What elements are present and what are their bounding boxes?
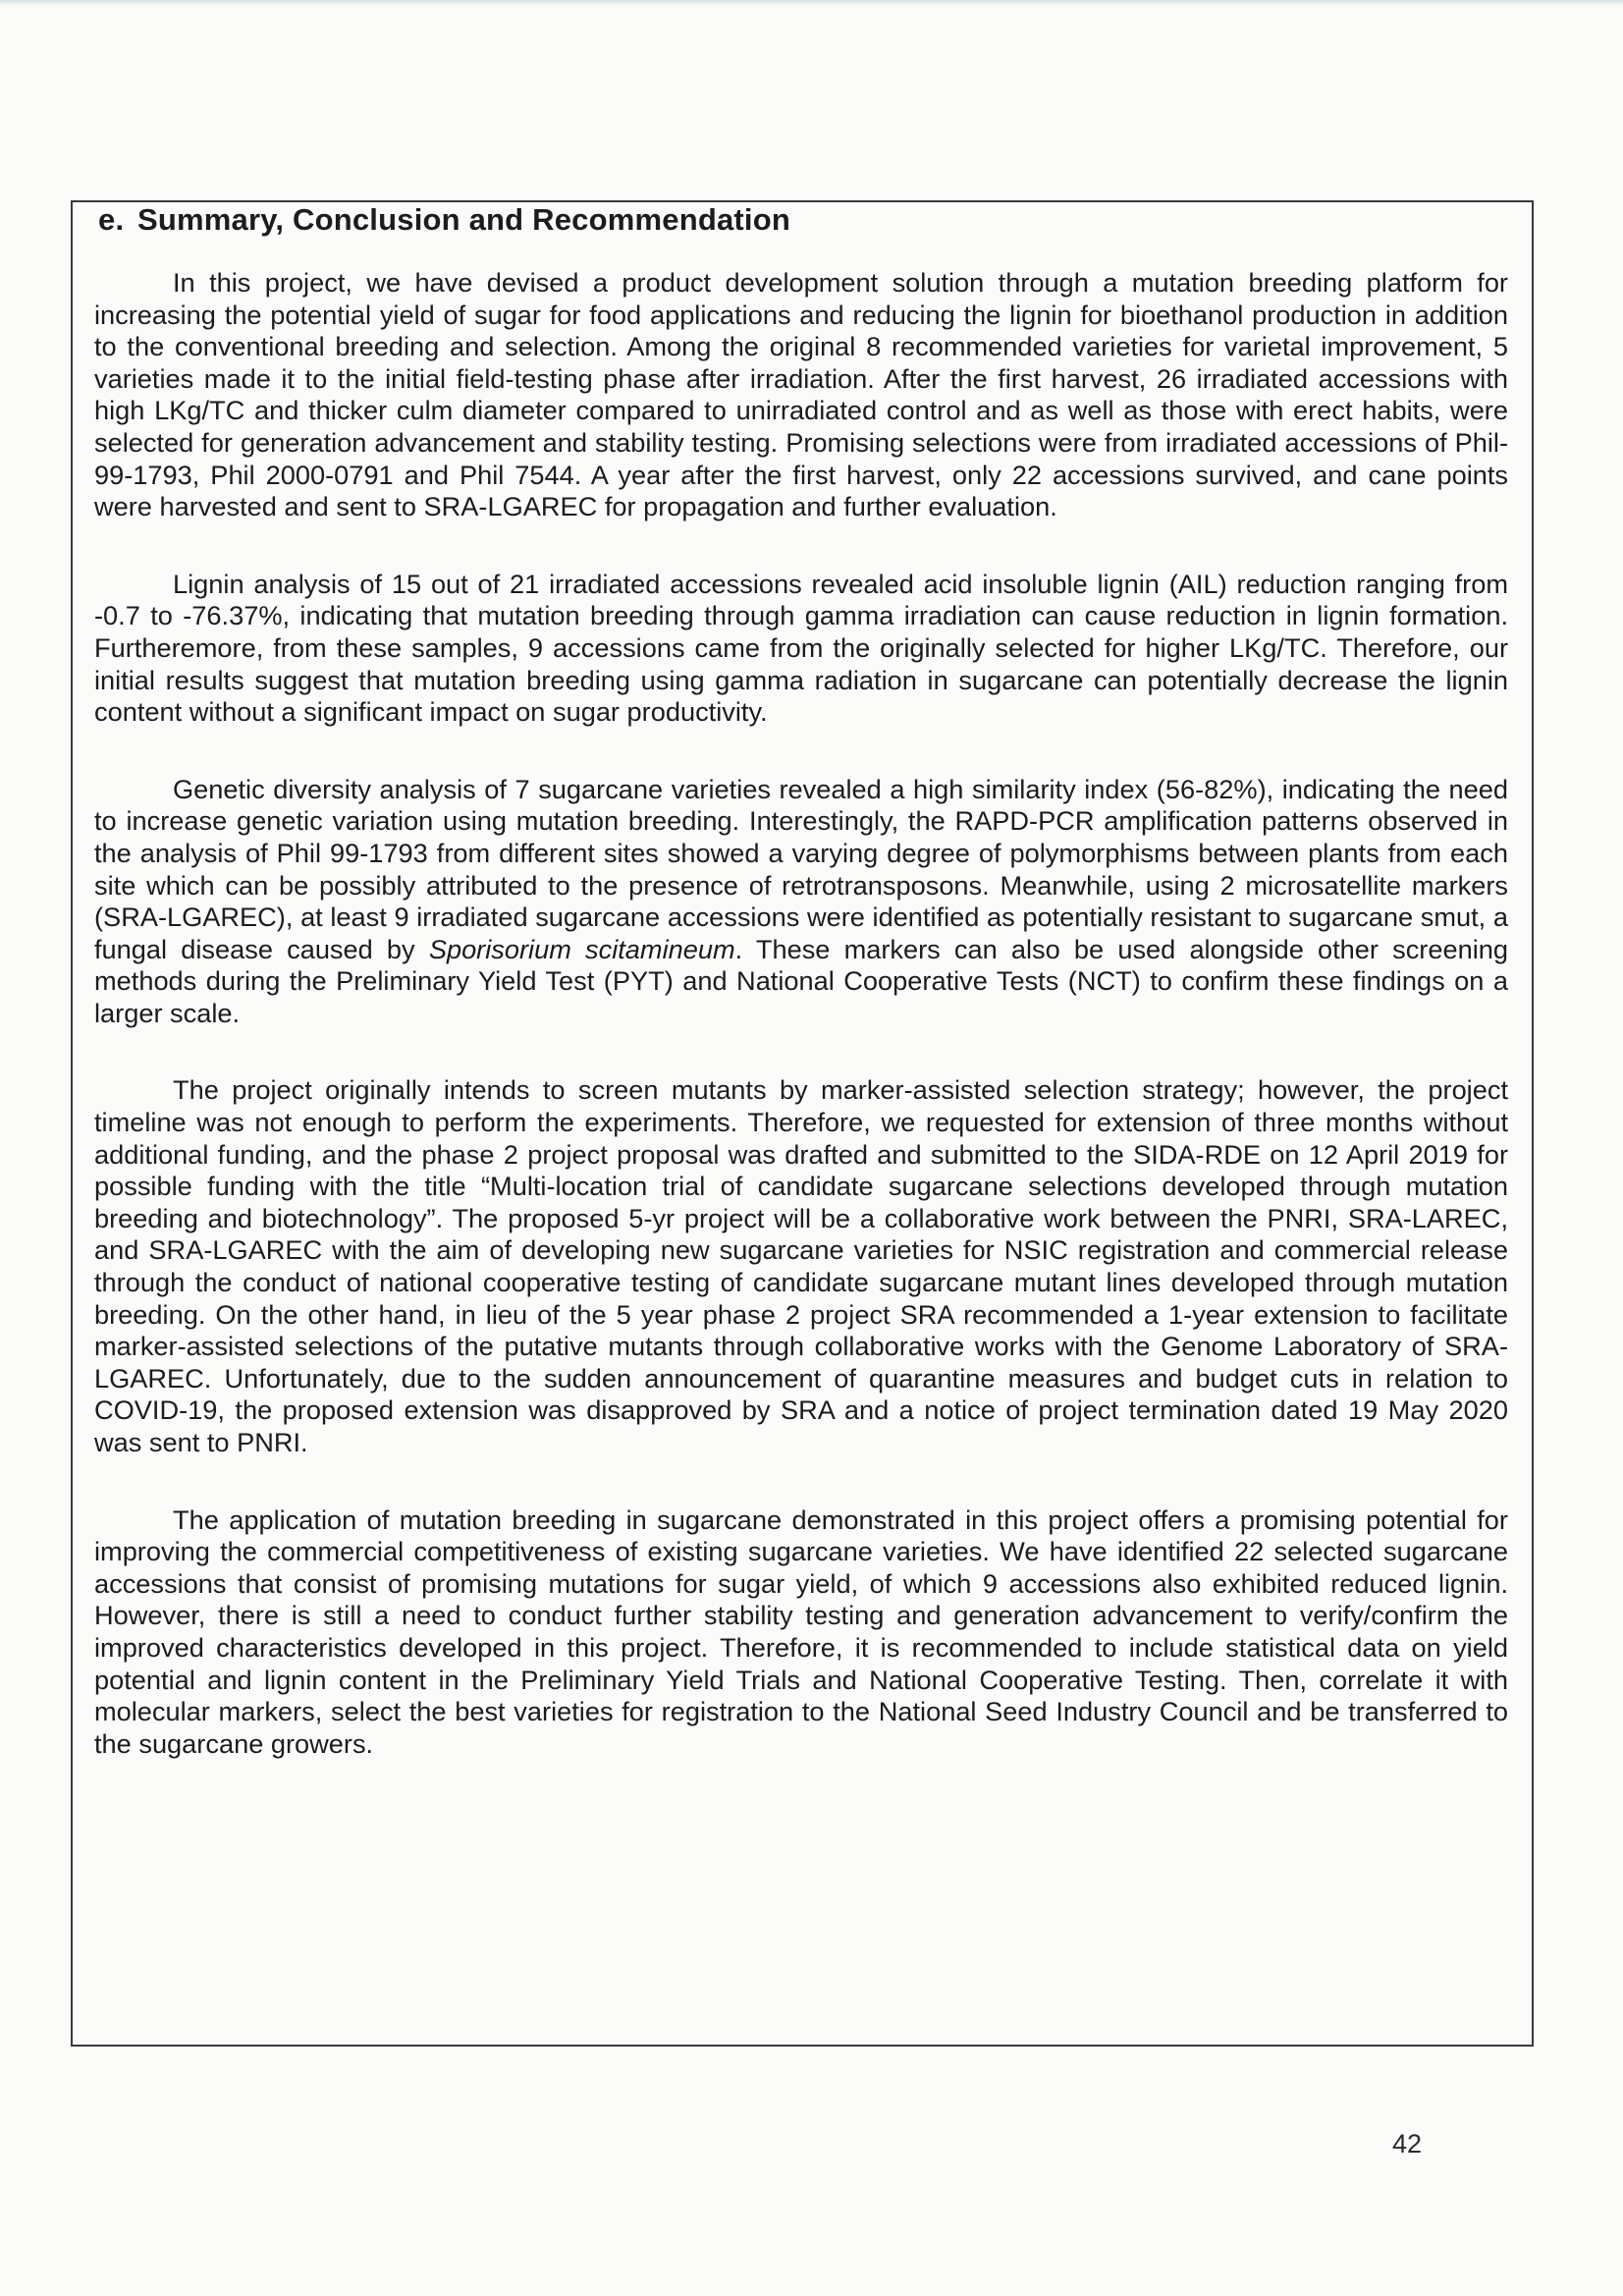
paragraph-lignin-analysis: Lignin analysis of 15 out of 21 irradiated accessions revealed acid insoluble lignin (AIL) reduction ranging from -0.7 to -76.37%, indicating that mutation breeding through gamma irradiation can cause reduction in lignin formation. Furtheremore, from these samples, 9 accessions came from the originally selected for higher LKg/TC. Therefore, our initial results suggest that mutation breeding using gamma radiation in sugarcane can potentially decrease the lignin content without a significant impact on sugar productivity.	[94, 568, 1508, 728]
paragraph-genetic-diversity	[94, 774, 1508, 1030]
species-name: Sporisorium scitamineum	[428, 933, 735, 964]
summary-section-box	[71, 200, 1534, 2047]
section-heading	[98, 202, 790, 238]
paragraph-project-overview: In this project, we have devised a product development solution through a mutation breeding platform for increasing the potential yield of sugar for food applications and reducing the lignin for bioethanol production in addition to the conventional breeding and selection. Among the original 8 recommended varieties for varietal improvement, 5 varieties made it to the initial field-testing phase after irradiation. After the first harvest, 26 irradiated accessions with high LKg/TC and thicker culm diameter compared to unirradiated control and as well as those with erect habits, were selected for generation advancement and stability testing. Promising selections were from irradiated accessions of Phil-99-1793, Phil 2000-0791 and Phil 7544. A year after the first harvest, only 22 accessions survived, and cane points were harvested and sent to SRA-LGAREC for propagation and further evaluation.	[94, 267, 1508, 522]
section-title: Summary, Conclusion and Recommendation	[137, 202, 791, 237]
paragraph-recommendation: The application of mutation breeding in sugarcane demonstrated in this project offers a promising potential for improving the commercial competitiveness of existing sugarcane varieties. We have identified 22 selected sugarcane accessions that consist of promising mutations for sugar yield, of which 9 accessions also exhibited reduced lignin. However, there is still a need to conduct further stability testing and generation advancement to verify/confirm the improved characteristics developed in this project. Therefore, it is recommended to include statistical data on yield potential and lignin content in the Preliminary Yield Trials and National Cooperative Testing. Then, correlate it with molecular markers, select the best varieties for registration to the National Seed Industry Council and be transferred to the sugarcane growers.	[94, 1503, 1508, 1759]
page-top-edge	[0, 0, 1623, 6]
paragraph-project-timeline: The project originally intends to screen mutants by marker-assisted selection strategy; however, the project timeline was not enough to perform the experiments. Therefore, we requested for extension of three months without additional funding, and the phase 2 project proposal was drafted and submitted to the SIDA-RDE on 12 April 2019 for possible funding with the title “Multi-location trial of candidate sugarcane selections developed through mutation breeding and biotechnology”. The proposed 5-yr project will be a collaborative work between the PNRI, SRA-LAREC, and SRA-LGAREC with the aim of developing new sugarcane varieties for NSIC registration and commercial release through the conduct of national cooperative testing of candidate sugarcane mutant lines developed through mutation breeding. On the other hand, in lieu of the 5 year phase 2 project SRA recommended a 1-year extension to facilitate marker-assisted selections of the putative mutants through collaborative works with the Genome Laboratory of SRA-LGAREC. Unfortunately, due to the sudden announcement of quarantine measures and budget cuts in relation to COVID-19, the proposed extension was disapproved by SRA and a notice of project termination dated 19 May 2020 was sent to PNRI.	[94, 1074, 1508, 1457]
section-marker: e.	[98, 202, 125, 237]
section-body	[94, 267, 1508, 1805]
genetic-diversity-text-end: . These markers can also be used alongside other screening methods during the Preliminary Yield Test (PYT) and National Cooperative Tests (NCT) to confirm these findings on a larger scale.	[94, 933, 1509, 1028]
page-number: 42	[1392, 2129, 1423, 2159]
genetic-diversity-text-start: Genetic diversity analysis of 7 sugarcane varieties revealed a high similarity index (56-82%), indicating the need to increase genetic variation using mutation breeding. Interestingly, the RAPD-PCR amplification patterns observed in the analysis of Phil 99-1793 from different sites showed a varying degree of polymorphisms between plants from each site which can be possibly attributed to the presence of retrotransposons. Meanwhile, using 2 microsatellite markers (SRA-LGAREC), at least 9 irradiated sugarcane accessions were identified as potentially resistant to sugarcane smut, a fungal disease caused by	[94, 773, 1508, 964]
